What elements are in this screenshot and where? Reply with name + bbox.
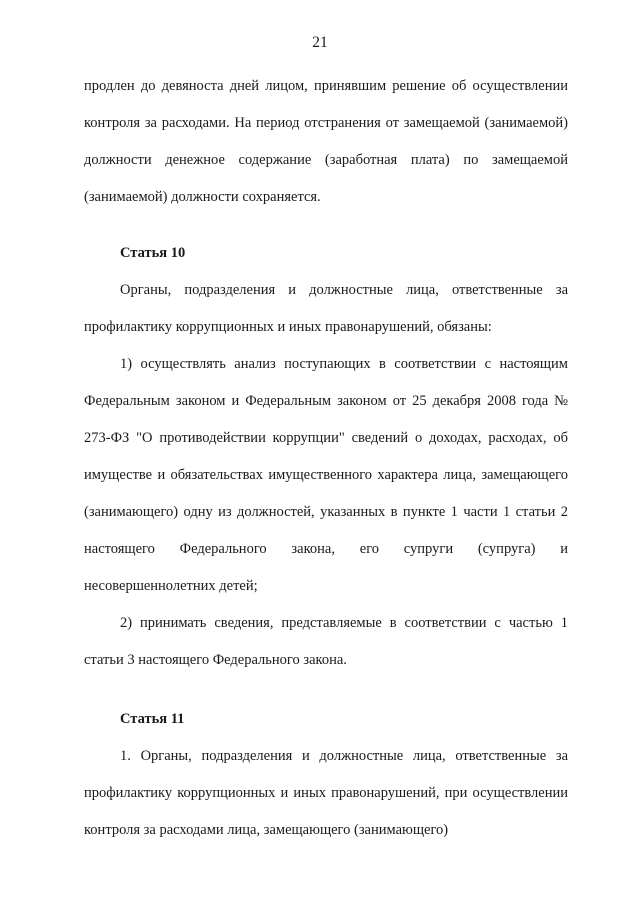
page-number: 21 xyxy=(312,34,328,51)
article-11-heading: Статья 11 xyxy=(120,711,185,727)
article-10-heading: Статья 10 xyxy=(120,245,186,261)
document-body xyxy=(84,68,568,849)
article-10-item-1: 1) осуществлять анализ поступающих в соответствии с настоящим Федеральным законом и Федеральным законом от 25 декабря 2008 года № 273-ФЗ "О противодействии коррупции" сведений о доходах, расходах, об имуществе и обязательствах имущественного характера лица, замещающего (занимающего) одну из должностей, указанных в пункте 1 части 1 статьи 2 настоящего Федерального закона, его супруги (супруга) и несовершеннолетних детей; xyxy=(84,356,568,594)
article-10-item-2: 2) принимать сведения, представляемые в соответствии с частью 1 статьи 3 настоящего Федерального закона. xyxy=(84,615,568,668)
paragraph-continuation: продлен до девяноста дней лицом, принявшим решение об осуществлении контроля за расходами. На период отстранения от замещаемой (занимаемой) должности денежное содержание (заработная плата) по замещаемой (занимаемой) должности сохраняется. xyxy=(84,78,568,205)
article-11-item-1: 1. Органы, подразделения и должностные лица, ответственные за профилактику коррупционных и иных правонарушений, при осуществлении контроля за расходами лица, замещающего (занимающего) xyxy=(84,748,568,838)
article-10-intro: Органы, подразделения и должностные лица, ответственные за профилактику коррупционных и иных правонарушений, обязаны: xyxy=(84,282,568,335)
